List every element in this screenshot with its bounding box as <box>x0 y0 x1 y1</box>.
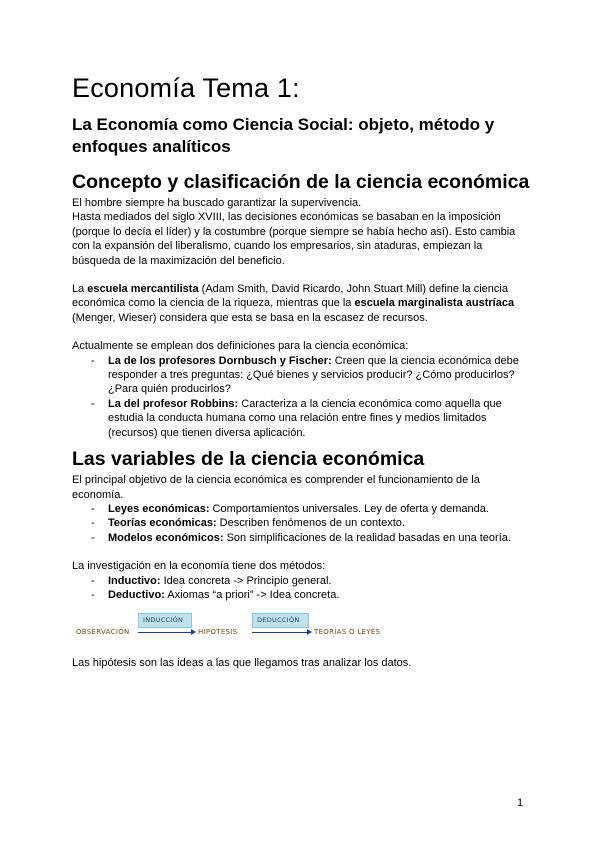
list-item-text: Caracteriza a la ciencia económica como aquella que estudia la conducta humana como una relación entre fines y medios limitados (recursos) que tienen diversa aplicación. <box>108 397 502 439</box>
bold-term: Leyes económicas: <box>108 502 210 515</box>
list-item <box>108 397 532 440</box>
paragraph: La investigación en la economía tiene dos métodos: <box>72 560 326 573</box>
paragraph: Hasta mediados del siglo XVIII, las decisiones económicas se basaban en la imposición (porque lo decía el líder) y la costumbre (porque siempre se había hecho así). Esto cambia con la expansión del liberalismo, cuando los empresarios, sin ataduras, empiezan la búsqueda de la maximización del beneficio. <box>72 211 516 267</box>
document-title: Economía Tema 1: <box>72 73 300 103</box>
list-item <box>108 531 532 545</box>
list-item-text: Axiomas “a priori” -> Idea concreta. <box>164 588 340 601</box>
paragraph: El principal objetivo de la ciencia económica es comprender el funcionamiento de la economía. <box>72 474 480 501</box>
list-item <box>108 354 532 397</box>
paragraph: Actualmente se emplean dos definiciones para la ciencia económica: <box>72 340 409 353</box>
paragraph-escuelas <box>72 282 532 325</box>
bold-term: escuela mercantilista <box>87 283 199 296</box>
text-run: (Menger, Wieser) considera que esta se basa en la escasez de recursos. <box>72 311 428 324</box>
list-item <box>108 588 532 602</box>
list-item-text: Comportamientos universales. Ley de oferta y demanda. <box>209 502 489 515</box>
diagram-box-induccion <box>138 613 192 628</box>
bold-term: Modelos económicos: <box>108 531 224 544</box>
paragraph: El hombre siempre ha buscado garantizar la supervivencia. <box>72 197 362 209</box>
bold-term: La de los profesores Dornbusch y Fischer: <box>108 354 332 367</box>
section-heading-concepto: Concepto y clasificación de la ciencia económica <box>72 171 530 193</box>
diagram-label-hipotesis: HIPÓTESIS <box>198 628 238 637</box>
list-item <box>108 502 532 516</box>
bold-term: Teorías económicas: <box>108 517 217 530</box>
document-subtitle: La Economía como Ciencia Social: objeto, método y enfoques analíticos <box>72 115 495 156</box>
diagram-box-label: DEDUCCIÓN <box>257 616 300 625</box>
bold-term: Inductivo: <box>108 574 161 587</box>
arrow-icon <box>252 632 308 633</box>
diagram-label-teorias: TEORÍAS O LEYES <box>314 628 381 637</box>
diagram-box-label: INDUCCIÓN <box>143 616 184 625</box>
list-item-text: Describen fenómenos de un contexto. <box>216 517 405 530</box>
list-item-text: Creen que la ciencia económica debe responder a tres preguntas: ¿Qué bienes y servicios producir? ¿Cómo producirlos? ¿Para quién producirlos? <box>108 354 519 396</box>
diagram-box-deduccion <box>252 613 309 628</box>
list-item <box>108 574 532 588</box>
page-number: 1 <box>517 797 524 809</box>
bold-term: La del profesor Robbins: <box>108 397 239 410</box>
method-diagram <box>72 610 412 644</box>
arrow-icon <box>138 632 192 633</box>
page-content <box>72 72 532 671</box>
arrowhead-icon <box>307 629 312 635</box>
methods-list <box>72 574 532 603</box>
section-heading-variables: Las variables de la ciencia económica <box>72 448 425 471</box>
list-item <box>108 516 532 530</box>
bold-term: escuela marginalista austríaca <box>354 297 515 310</box>
list-item-text: Idea concreta -> Principio general. <box>160 574 332 587</box>
paragraph: Las hipótesis son las ideas a las que llegamos tras analizar los datos. <box>72 657 412 670</box>
text-run: La <box>72 283 88 296</box>
arrowhead-icon <box>191 629 196 635</box>
definitions-list <box>72 354 532 440</box>
variables-list <box>72 502 532 545</box>
text-run: (Adam Smith, David Ricardo, John Stuart Mill) define la ciencia económica como la ciencia de la riqueza, mientras que la <box>72 283 508 310</box>
bold-term: Deductivo: <box>108 588 165 601</box>
list-item-text: Son simplificaciones de la realidad basadas en una teoría. <box>223 531 511 544</box>
diagram-label-observacion: OBSERVACIÓN <box>76 628 130 637</box>
